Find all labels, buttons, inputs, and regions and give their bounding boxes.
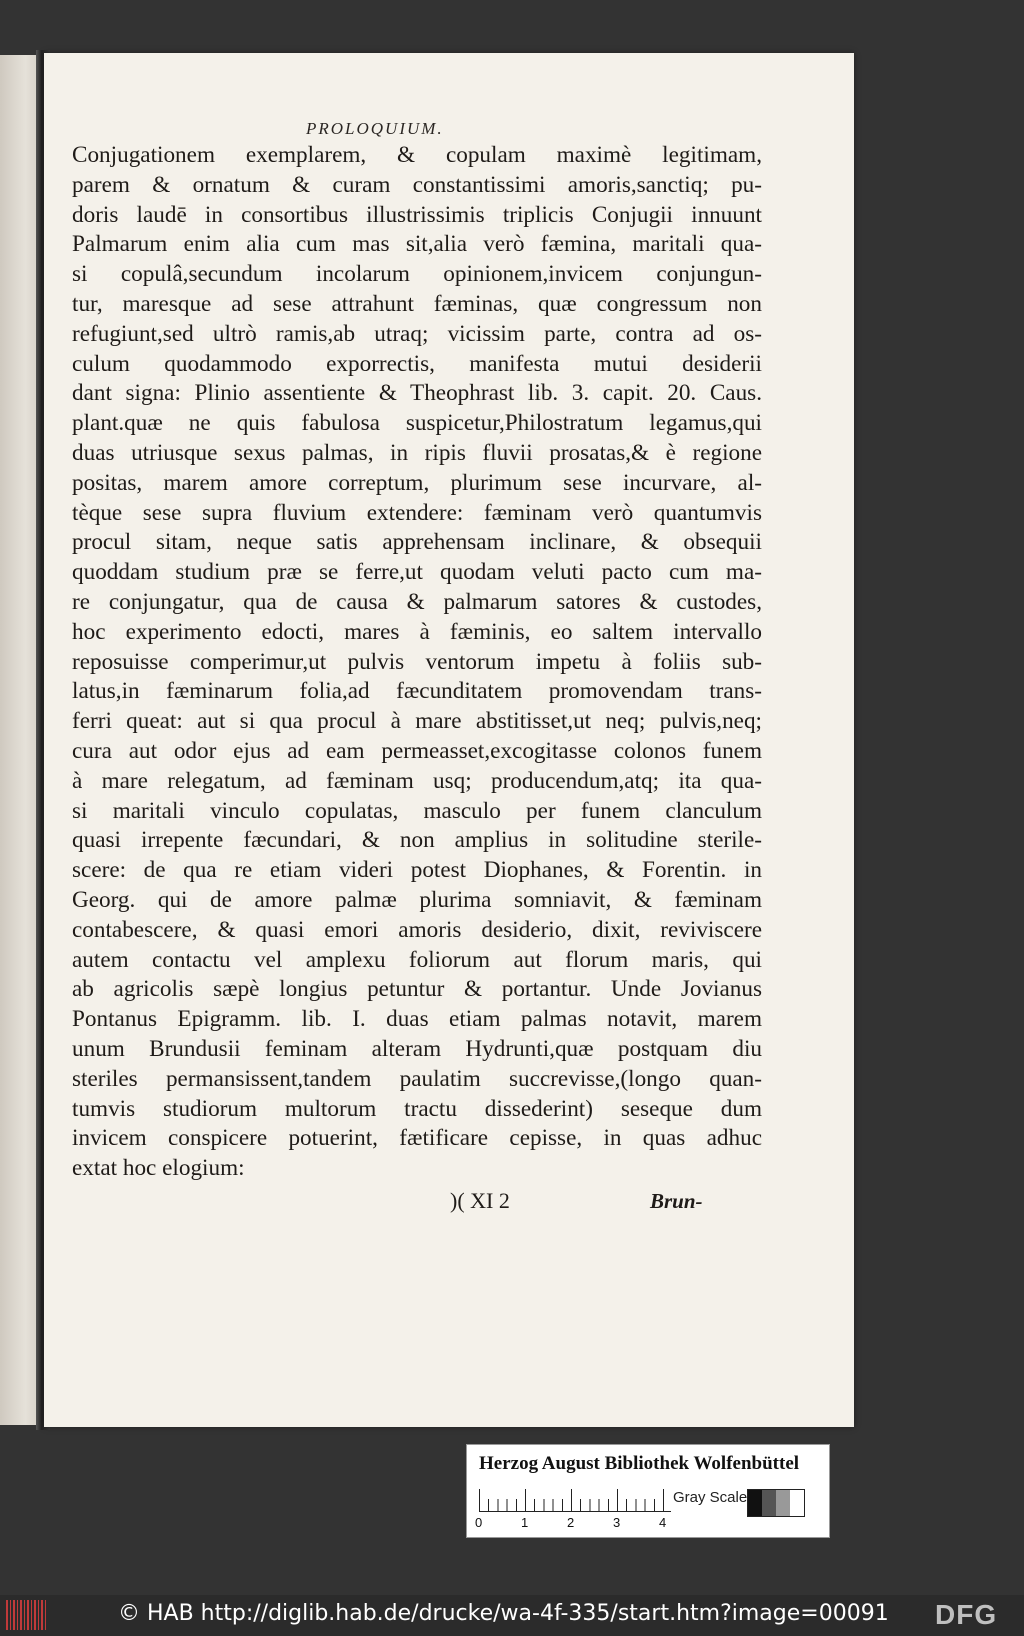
text-line: autem contactu vel amplexu foliorum aut florum maris, qui xyxy=(72,946,762,973)
gray-scale-label: Gray Scale xyxy=(673,1489,748,1506)
text-line: si maritali vinculo copulatas, masculo per funem clanculum xyxy=(72,797,762,824)
text-line: culum quodammodo exporrectis, manifesta mutui desiderii xyxy=(72,350,762,377)
text-line: latus,in fæminarum folia,ad fæcunditatem promovendam trans- xyxy=(72,678,762,705)
text-line: si copulâ,secundum incolarum opinionem,invicem conjungun- xyxy=(72,261,762,288)
ruler-labels xyxy=(475,1515,675,1531)
text-line: refugiunt,sed ultrò ramis,ab utraq; vicissim parte, contra ad os- xyxy=(72,320,762,347)
book-page xyxy=(44,53,854,1427)
catchword: Brun- xyxy=(650,1189,703,1213)
text-line: Georg. qui de amore palmæ plurima somniavit, & fæminam xyxy=(72,886,762,913)
text-line: re conjungatur, qua de causa & palmarum satores & custodes, xyxy=(72,588,762,615)
ruler-label: 2 xyxy=(567,1515,575,1530)
text-line: extat hoc elogium: xyxy=(72,1155,245,1182)
dfg-logo: DFG xyxy=(935,1599,998,1630)
text-line: parem & ornatum & curam constantissimi amoris,sanctiq; pu- xyxy=(72,171,762,198)
text-line: contabescere, & quasi emori amoris desiderio, dixit, reviviscere xyxy=(72,916,762,943)
barcode-icon xyxy=(6,1600,46,1630)
ruler-scale xyxy=(479,1489,671,1512)
text-line: unum Brundusii feminam alteram Hydrunti,quæ postquam diu xyxy=(72,1035,762,1062)
text-line: hoc experimento edocti, mares à fæminis, eo saltem intervallo xyxy=(72,618,762,645)
text-line: duas utriusque sexus palmas, in ripis fluvii prosatas,& è regione xyxy=(72,439,762,466)
color-reference-card xyxy=(466,1444,830,1538)
text-line: invicem conspicere potuerint, fætificare cepisse, in quas adhuc xyxy=(72,1125,762,1152)
text-line: reposuisse comperimur,ut pulvis ventorum impetu à foliis sub- xyxy=(72,648,762,675)
text-line: doris laudē in consortibus illustrissimis triplicis Conjugii innuunt xyxy=(72,201,762,228)
text-line: Conjugationem exemplarem, & copulam maximè legitimam, xyxy=(72,142,762,168)
text-line: quoddam studium præ se ferre,ut quodam veluti pacto cum ma- xyxy=(72,559,762,586)
text-line: Pontanus Epigramm. lib. I. duas etiam palmas notavit, marem xyxy=(72,1006,762,1033)
text-line: ab agricolis sæpè longius petuntur & portantur. Unde Jovianus xyxy=(72,976,762,1003)
text-line: tèque sese supra fluvium extendere: fæminam verò quantumvis xyxy=(72,499,762,526)
text-line: positas, marem amore correptum, plurimum sese incurvare, al- xyxy=(72,469,762,496)
ruler-label: 4 xyxy=(659,1515,667,1530)
text-line: tumvis studiorum multorum tractu dissederint) seseque dum xyxy=(72,1095,762,1122)
body-text xyxy=(72,141,762,1184)
copyright-url[interactable]: © HAB http://diglib.hab.de/drucke/wa-4f-335/start.htm?image=00091 xyxy=(118,1601,889,1626)
ruler-label: 0 xyxy=(475,1515,483,1530)
text-line: quasi irrepente fæcundari, & non amplius in solitudine sterile- xyxy=(72,827,762,854)
ruler-label: 3 xyxy=(613,1515,621,1530)
ruler-label: 1 xyxy=(521,1515,529,1530)
signature-mark: )( XI 2 xyxy=(450,1188,510,1213)
text-line: plant.quæ ne quis fabulosa suspicetur,Philostratum legamus,qui xyxy=(72,410,762,437)
text-line: à mare relegatum, ad fæminam usq; producendum,atq; ita qua- xyxy=(72,767,762,794)
running-head: PROLOQUIUM. xyxy=(306,119,444,138)
institution-name: Herzog August Bibliothek Wolfenbüttel xyxy=(479,1453,800,1474)
viewer-footer xyxy=(0,1595,1024,1636)
text-line: ferri queat: aut si qua procul à mare abstitisset,ut neq; pulvis,neq; xyxy=(72,708,762,735)
text-line: dant signa: Plinio assentiente & Theophrast lib. 3. capit. 20. Caus. xyxy=(72,380,762,407)
text-line: tur, maresque ad sese attrahunt fæminas, quæ congressum non xyxy=(72,290,762,317)
text-line: Palmarum enim alia cum mas sit,alia verò fæmina, maritali qua- xyxy=(72,231,762,258)
text-line: scere: de qua re etiam videri potest Diophanes, & Forentin. in xyxy=(72,857,762,884)
text-line: steriles permansissent,tandem paulatim succrevisse,(longo quan- xyxy=(72,1065,762,1092)
gray-scale-swatches xyxy=(747,1489,805,1517)
text-line: cura aut odor ejus ad eam permeasset,excogitasse colonos funem xyxy=(72,737,762,764)
text-line: procul sitam, neque satis apprehensam inclinare, & obsequii xyxy=(72,529,762,556)
